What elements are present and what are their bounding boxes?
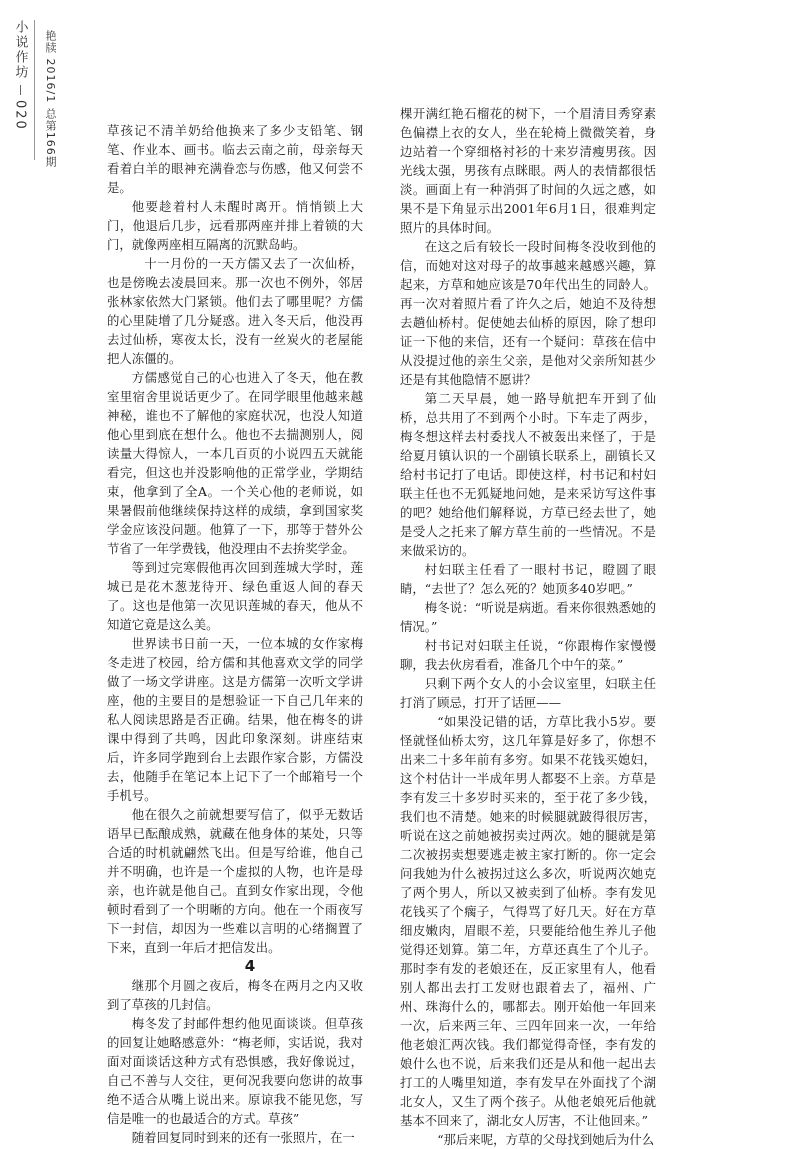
- paragraph: 世界读书日前一天，一位本城的女作家梅冬走进了校园，给方儒和其他喜欢文学的同学做了一场文学讲座。这是方儒第一次听文学讲座，他的主要目的是想验证一下自己几年来的私人阅读思路是否正确。结果，他在梅冬的讲课中得到了共鸣，因此印象深刻。讲座结束后，许多同学跑到台上去跟作家合影，方儒没去，他随手在笔记本上记下了一个邮箱号一个手机号。: [107, 636, 363, 803]
- page-number: 020: [12, 100, 28, 131]
- paragraph: 继那个月圆之夜后，梅冬在两月之内又收到了草孩的几封信。: [107, 978, 363, 1012]
- paragraph: 梅冬发了封邮件想约他见面谈谈。但草孩的回复让她略感意外：“梅老师，实话说，我对面对面谈话这种方式有恐惧感，我好像说过，自己不善与人交往，更何况我要向您讲的故事绝不适合从嘴上说出来。原谅我不能见您，写信是唯一的也最适合的方式。草孩”: [107, 1016, 363, 1126]
- paragraph: 草孩记不清羊奶给他换来了多少支铅笔、钢笔、作业本、画书。临去云南之前，母亲每天看着白羊的眼神充满眷恋与伤感，他又何尝不是。: [107, 123, 363, 195]
- left-column: [107, 121, 363, 1147]
- paragraph: “那后来呢，方草的父母找到她后为什么: [437, 1132, 655, 1147]
- paragraph: 十一月份的一天方儒又去了一次仙桥，也是傍晚去凌晨回来。那一次也不例外，邻居张林家依然大门紧锁。他们去了哪里呢？方儒的心里陡增了几分疑惑。进入冬天后，他没再去过仙桥，寒夜太长，没有一丝炭火的老屋能把人冻僵的。: [107, 256, 363, 366]
- paragraph: 第二天早晨，她一路导航把车开到了仙桥，总共用了不到两个小时。下车走了两步，梅冬想这样去村委找人不被轰出来怪了，于是给夏月镇认识的一个副镇长联系上，副镇长又给村书记打了电话。即使这样，村书记和村妇联主任也不无狐疑地问她，是来采访写这件事的吧？她给他们解释说，方草已经去世了，她是受人之托来了解方草生前的一些情况。不是来做采访的。: [400, 391, 656, 558]
- right-column: [400, 104, 656, 1149]
- paragraph: 梅冬说：“听说是病逝。看来你很熟悉她的情况。”: [400, 600, 656, 634]
- paragraph: 棵开满红艳石榴花的树下，一个眉清目秀穿素色偏襟上衣的女人，坐在轮椅上微微笑着，身边站着一个穿细格衬衫的十来岁清瘦男孩。因光线太强，男孩有点眯眼。两人的表情都很恬淡。画面上有一种消弭了时间的久远之感，如果不是下角显示出2001年6月1日，很难判定照片的具体时间。: [400, 106, 656, 235]
- paragraph: 方儒感觉自己的心也进入了冬天，他在教室里宿舍里说话更少了。在同学眼里他越来越神秘，谁也不了解他的家庭状况，也没人知道他心里到底在想什么。他也不去揣测别人，阅读量大得惊人，一本几百页的小说四五天就能看完，但这也并没影响他的正常学业，学期结束，他拿到了全A。一个关心他的老师说，如果暑假前他继续保持这样的成绩，拿到国家奖学金应该没问题。他算了一下，那等于替外公节省了一年学费钱，他没理由不去拚奖学金。: [107, 370, 363, 556]
- paragraph: 他要趁着村人未醒时离开。悄悄锁上大门，他退后几步，远看那两座并排上着锁的大门，就像两座相互隔离的沉默岛屿。: [107, 199, 363, 252]
- paragraph: 在这之后有较长一段时间梅冬没收到他的信，而她对这对母子的故事越来越感兴趣，算起来，方草和她应该是70年代出生的同龄人。再一次对着照片看了许久之后，她迫不及待想去趟仙桥村。促使她去仙桥的原因，除了想印证一下他的来信，还有一个疑问：草孩在信中从没提过他的亲生父亲，是他对父亲所知甚少还是有其他隐情不愿讲？: [400, 239, 656, 387]
- paragraph: 村书记对妇联主任说，“你跟梅作家慢慢聊，我去伙房看看，准备几个中午的菜。”: [400, 638, 656, 672]
- section-number: 4: [244, 957, 256, 975]
- paragraph: “如果没记错的话，方草比我小5岁。要怪就怪仙桥太穷，这几年算是好多了，你想不出来二十多年前有多穷。如果不花钱买媳妇，这个村估计一半成年男人都娶不上亲。方草是李有发三十多岁时买来的，至于花了多少钱，我们也不清楚。她来的时候腿就跛得很厉害，听说在这之前她被拐卖过两次。她的腿就是第二次被拐卖想要逃走被主家打断的。你一定会问我她为什么被拐过这么多次，听说两次她克了两个男人，所以又被卖到了仙桥。李有发见花钱买了个瘸子，气得骂了好几天。好在方草细皮嫩肉，眉眼不差，只要能给他生养儿子他觉得还划算。第二年，方草还真生了个儿子。那时李有发的老娘还在，反正家里有人，他看别人都出去打工发财也跟着去了，福州、广州、珠海什么的，哪都去。刚开始他一年回来一次，后来两三年、三四年回来一次，一年给他老娘汇两次钱。我们都觉得奇怪，李有发的娘什么也不说，后来我们还是从和他一起出去打工的人嘴里知道，李有发早在外面找了个湖北女人，又生了两个孩子。从他老娘死后他就基本不回来了，湖北女人厉害，不让他回来。”: [400, 714, 656, 1128]
- sidebar-divider: [20, 85, 21, 95]
- sidebar-column-label: [10, 20, 30, 131]
- issue-info: 艳牍 2016/1 总第166期: [44, 30, 57, 168]
- vertical-divider: [34, 20, 35, 160]
- paragraph: 村妇联主任看了一眼村书记，瞪圆了眼睛，“去世了？怎么死的？她顶多40岁吧。”: [400, 562, 656, 596]
- paragraph: 他在很久之前就想要写信了，似乎无数话语早已酝酿成熟，就藏在他身体的某处，只等合适的时机就翩然飞出。但是写给谁，他自己并不明确，也许是一个虚拟的人物，也许是母亲，也许就是他自己。直到女作家出现，令他顿时看到了一个明晰的方向。他在一个雨夜写下一封信，却因为一些难以言明的心绪搁置了下来，直到一年后才把信发出。: [107, 807, 363, 955]
- paragraph: 随着回复同时到来的还有一张照片，在一: [131, 1130, 355, 1145]
- paragraph: 只剩下两个女人的小会议室里，妇联主任打消了顾忌，打开了话匣——: [400, 676, 656, 710]
- paragraph: 等到过完寒假他再次回到莲城大学时，莲城已是花木葱茏待开、绿色重返人间的春天了。这也是他第一次见识莲城的春天，他从不知道它竟是这么美。: [107, 560, 363, 632]
- sidebar-title: 小说作坊: [12, 20, 28, 80]
